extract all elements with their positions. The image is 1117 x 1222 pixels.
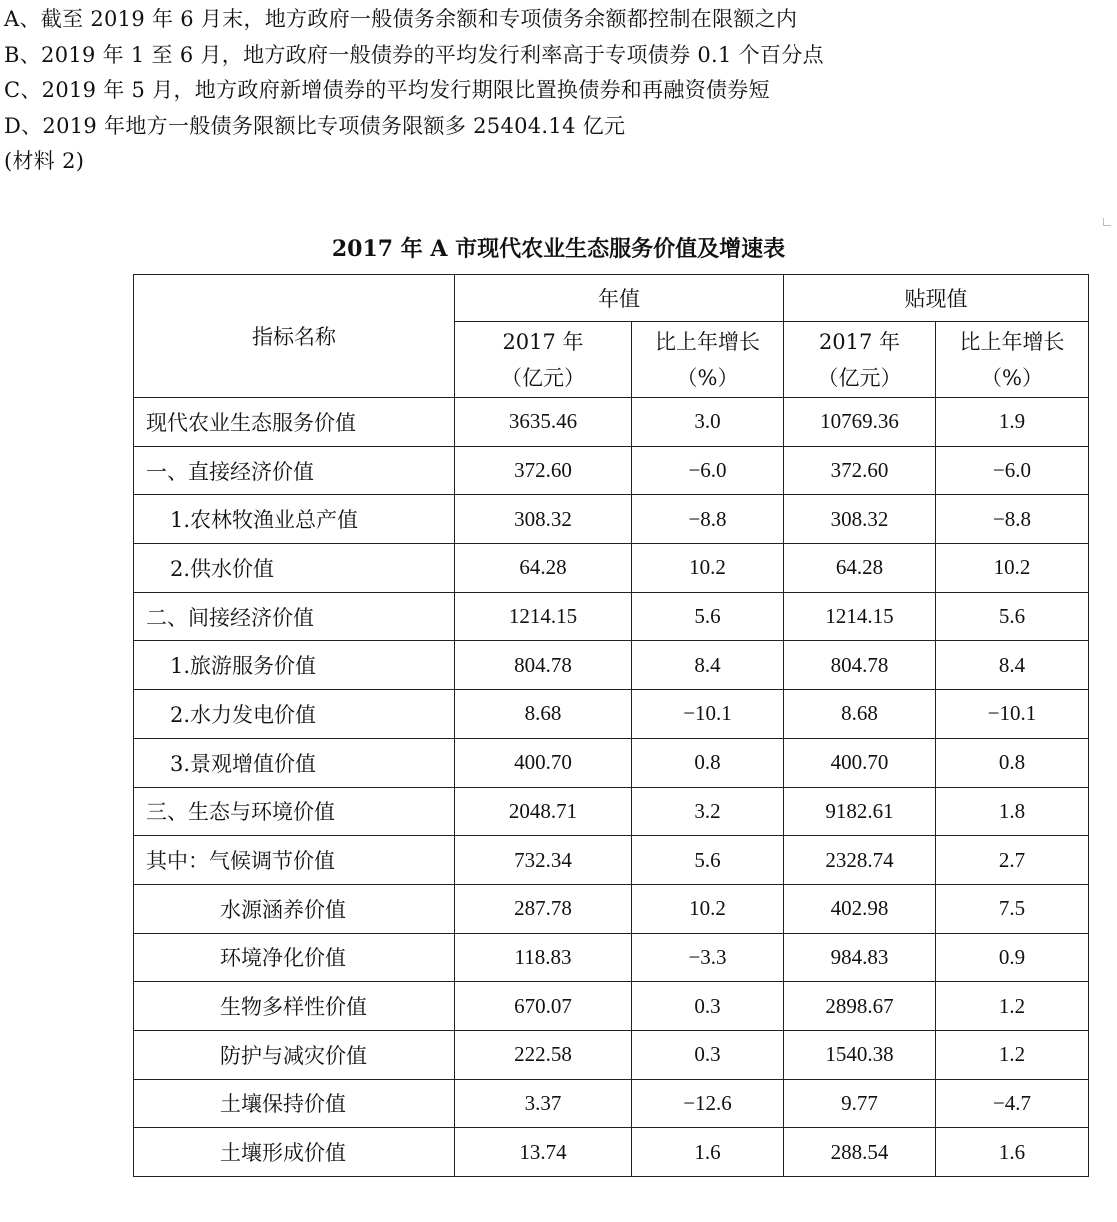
header-discount-growth-line1: 比上年增长 [959,329,1065,354]
option-b: B、2019 年 1 至 6 月，地方政府一般债券的平均发行利率高于专项债券 0.1 个百分点 [4,42,824,67]
cell-discount-growth: 0.8 [936,738,1089,787]
cell-annual-growth: 0.3 [632,982,784,1031]
table-row [134,446,1089,495]
cell-discount-value: 1540.38 [784,1030,936,1079]
cell-annual-value: 804.78 [455,641,632,690]
cell-annual-value: 13.74 [455,1128,632,1177]
header-annual-growth-line1: 比上年增长 [655,329,760,354]
header-discount-value-line2: （亿元） [817,365,902,390]
table-row [134,495,1089,544]
cell-discount-value: 1214.15 [784,592,936,641]
cell-discount-value: 984.83 [784,933,936,982]
paragraph-corner-mark [1103,218,1111,226]
table-row [134,933,1089,982]
cell-discount-growth: −10.1 [936,690,1089,739]
cell-discount-value: 288.54 [784,1128,936,1177]
cell-discount-value: 402.98 [784,884,936,933]
answer-options [4,2,1104,180]
cell-discount-growth: 5.6 [936,592,1089,641]
cell-annual-value: 670.07 [455,982,632,1031]
cell-discount-value: 804.78 [784,641,936,690]
cell-annual-growth: 5.6 [632,836,784,885]
cell-indicator-name: 土壤保持价值 [134,1079,455,1128]
cell-annual-growth: −12.6 [632,1079,784,1128]
cell-indicator-name: 土壤形成价值 [134,1128,455,1177]
table-row [134,690,1089,739]
cell-discount-growth: 7.5 [936,884,1089,933]
cell-annual-growth: 0.8 [632,738,784,787]
header-discount-growth [936,322,1089,398]
cell-annual-value: 3635.46 [455,398,632,447]
table-row [134,592,1089,641]
table-row [134,738,1089,787]
cell-annual-growth: 8.4 [632,641,784,690]
cell-indicator-name: 环境净化价值 [134,933,455,982]
cell-indicator-name: 二、间接经济价值 [134,592,455,641]
cell-discount-growth: 1.2 [936,982,1089,1031]
cell-indicator-name: 2.供水价值 [134,544,455,593]
cell-discount-growth: −8.8 [936,495,1089,544]
table-title: 2017 年 A 市现代农业生态服务价值及增速表 [331,236,786,262]
cell-discount-value: 2328.74 [784,836,936,885]
cell-discount-growth: −6.0 [936,446,1089,495]
cell-discount-value: 10769.36 [784,398,936,447]
header-discount-group: 贴现值 [784,275,1089,322]
cell-annual-growth: −3.3 [632,933,784,982]
table-row [134,787,1089,836]
cell-annual-growth: 3.2 [632,787,784,836]
cell-indicator-name: 1.旅游服务价值 [134,641,455,690]
cell-indicator-name: 现代农业生态服务价值 [134,398,455,447]
cell-indicator-name: 防护与减灾价值 [134,1030,455,1079]
table-row [134,836,1089,885]
cell-discount-growth: 1.9 [936,398,1089,447]
table-row [134,1128,1089,1177]
cell-discount-value: 400.70 [784,738,936,787]
cell-discount-value: 2898.67 [784,982,936,1031]
cell-annual-growth: 10.2 [632,884,784,933]
cell-indicator-name: 其中：气候调节价值 [134,836,455,885]
cell-discount-value: 64.28 [784,544,936,593]
header-discount-value [784,322,936,398]
cell-annual-value: 732.34 [455,836,632,885]
cell-discount-value: 8.68 [784,690,936,739]
header-discount-growth-line2: （%） [981,365,1043,390]
table-row [134,884,1089,933]
cell-annual-value: 372.60 [455,446,632,495]
cell-indicator-name: 2.水力发电价值 [134,690,455,739]
cell-annual-value: 400.70 [455,738,632,787]
table-row [134,1079,1089,1128]
table-row [134,982,1089,1031]
cell-discount-growth: 1.8 [936,787,1089,836]
cell-annual-value: 8.68 [455,690,632,739]
cell-discount-value: 9.77 [784,1079,936,1128]
header-indicator: 指标名称 [134,275,455,398]
cell-annual-value: 3.37 [455,1079,632,1128]
cell-indicator-name: 水源涵养价值 [134,884,455,933]
cell-discount-growth: 0.9 [936,933,1089,982]
cell-discount-growth: 1.2 [936,1030,1089,1079]
table-row [134,641,1089,690]
cell-annual-growth: −8.8 [632,495,784,544]
material-label: (材料 2) [4,149,85,173]
cell-indicator-name: 三、生态与环境价值 [134,787,455,836]
cell-indicator-name: 一、直接经济价值 [134,446,455,495]
option-c: C、2019 年 5 月，地方政府新增债券的平均发行期限比置换债券和再融资债券短 [4,78,770,102]
cell-annual-value: 64.28 [455,544,632,593]
header-annual-value [455,322,632,398]
cell-annual-value: 308.32 [455,495,632,544]
header-row-groups [134,275,1089,322]
header-annual-group: 年值 [455,275,784,322]
cell-discount-growth: 8.4 [936,641,1089,690]
cell-annual-growth: 0.3 [632,1030,784,1079]
cell-discount-growth: 2.7 [936,836,1089,885]
header-annual-value-line1: 2017 年 [502,329,584,354]
header-annual-growth [632,322,784,398]
option-a: A、截至 2019 年 6 月末，地方政府一般债务余额和专项债务余额都控制在限额之内 [4,7,798,31]
cell-discount-value: 9182.61 [784,787,936,836]
cell-discount-growth: 10.2 [936,544,1089,593]
cell-annual-value: 222.58 [455,1030,632,1079]
cell-annual-value: 1214.15 [455,592,632,641]
cell-indicator-name: 3.景观增值价值 [134,738,455,787]
value-table [133,274,1089,1177]
header-annual-growth-line2: （%） [676,365,739,390]
cell-indicator-name: 生物多样性价值 [134,982,455,1031]
cell-discount-value: 308.32 [784,495,936,544]
table-row [134,1030,1089,1079]
cell-annual-growth: 10.2 [632,544,784,593]
cell-annual-growth: −6.0 [632,446,784,495]
header-annual-value-line2: （亿元） [501,365,585,390]
cell-indicator-name: 1.农林牧渔业总产值 [134,495,455,544]
table-row [134,398,1089,447]
cell-annual-value: 118.83 [455,933,632,982]
cell-annual-value: 2048.71 [455,787,632,836]
table-row [134,544,1089,593]
cell-annual-growth: 1.6 [632,1128,784,1177]
cell-annual-growth: −10.1 [632,690,784,739]
cell-annual-growth: 3.0 [632,398,784,447]
header-discount-value-line1: 2017 年 [818,329,901,354]
cell-discount-value: 372.60 [784,446,936,495]
cell-discount-growth: 1.6 [936,1128,1089,1177]
cell-annual-growth: 5.6 [632,592,784,641]
cell-discount-growth: −4.7 [936,1079,1089,1128]
option-d: D、2019 年地方一般债务限额比专项债务限额多 25404.14 亿元 [4,113,626,138]
cell-annual-value: 287.78 [455,884,632,933]
